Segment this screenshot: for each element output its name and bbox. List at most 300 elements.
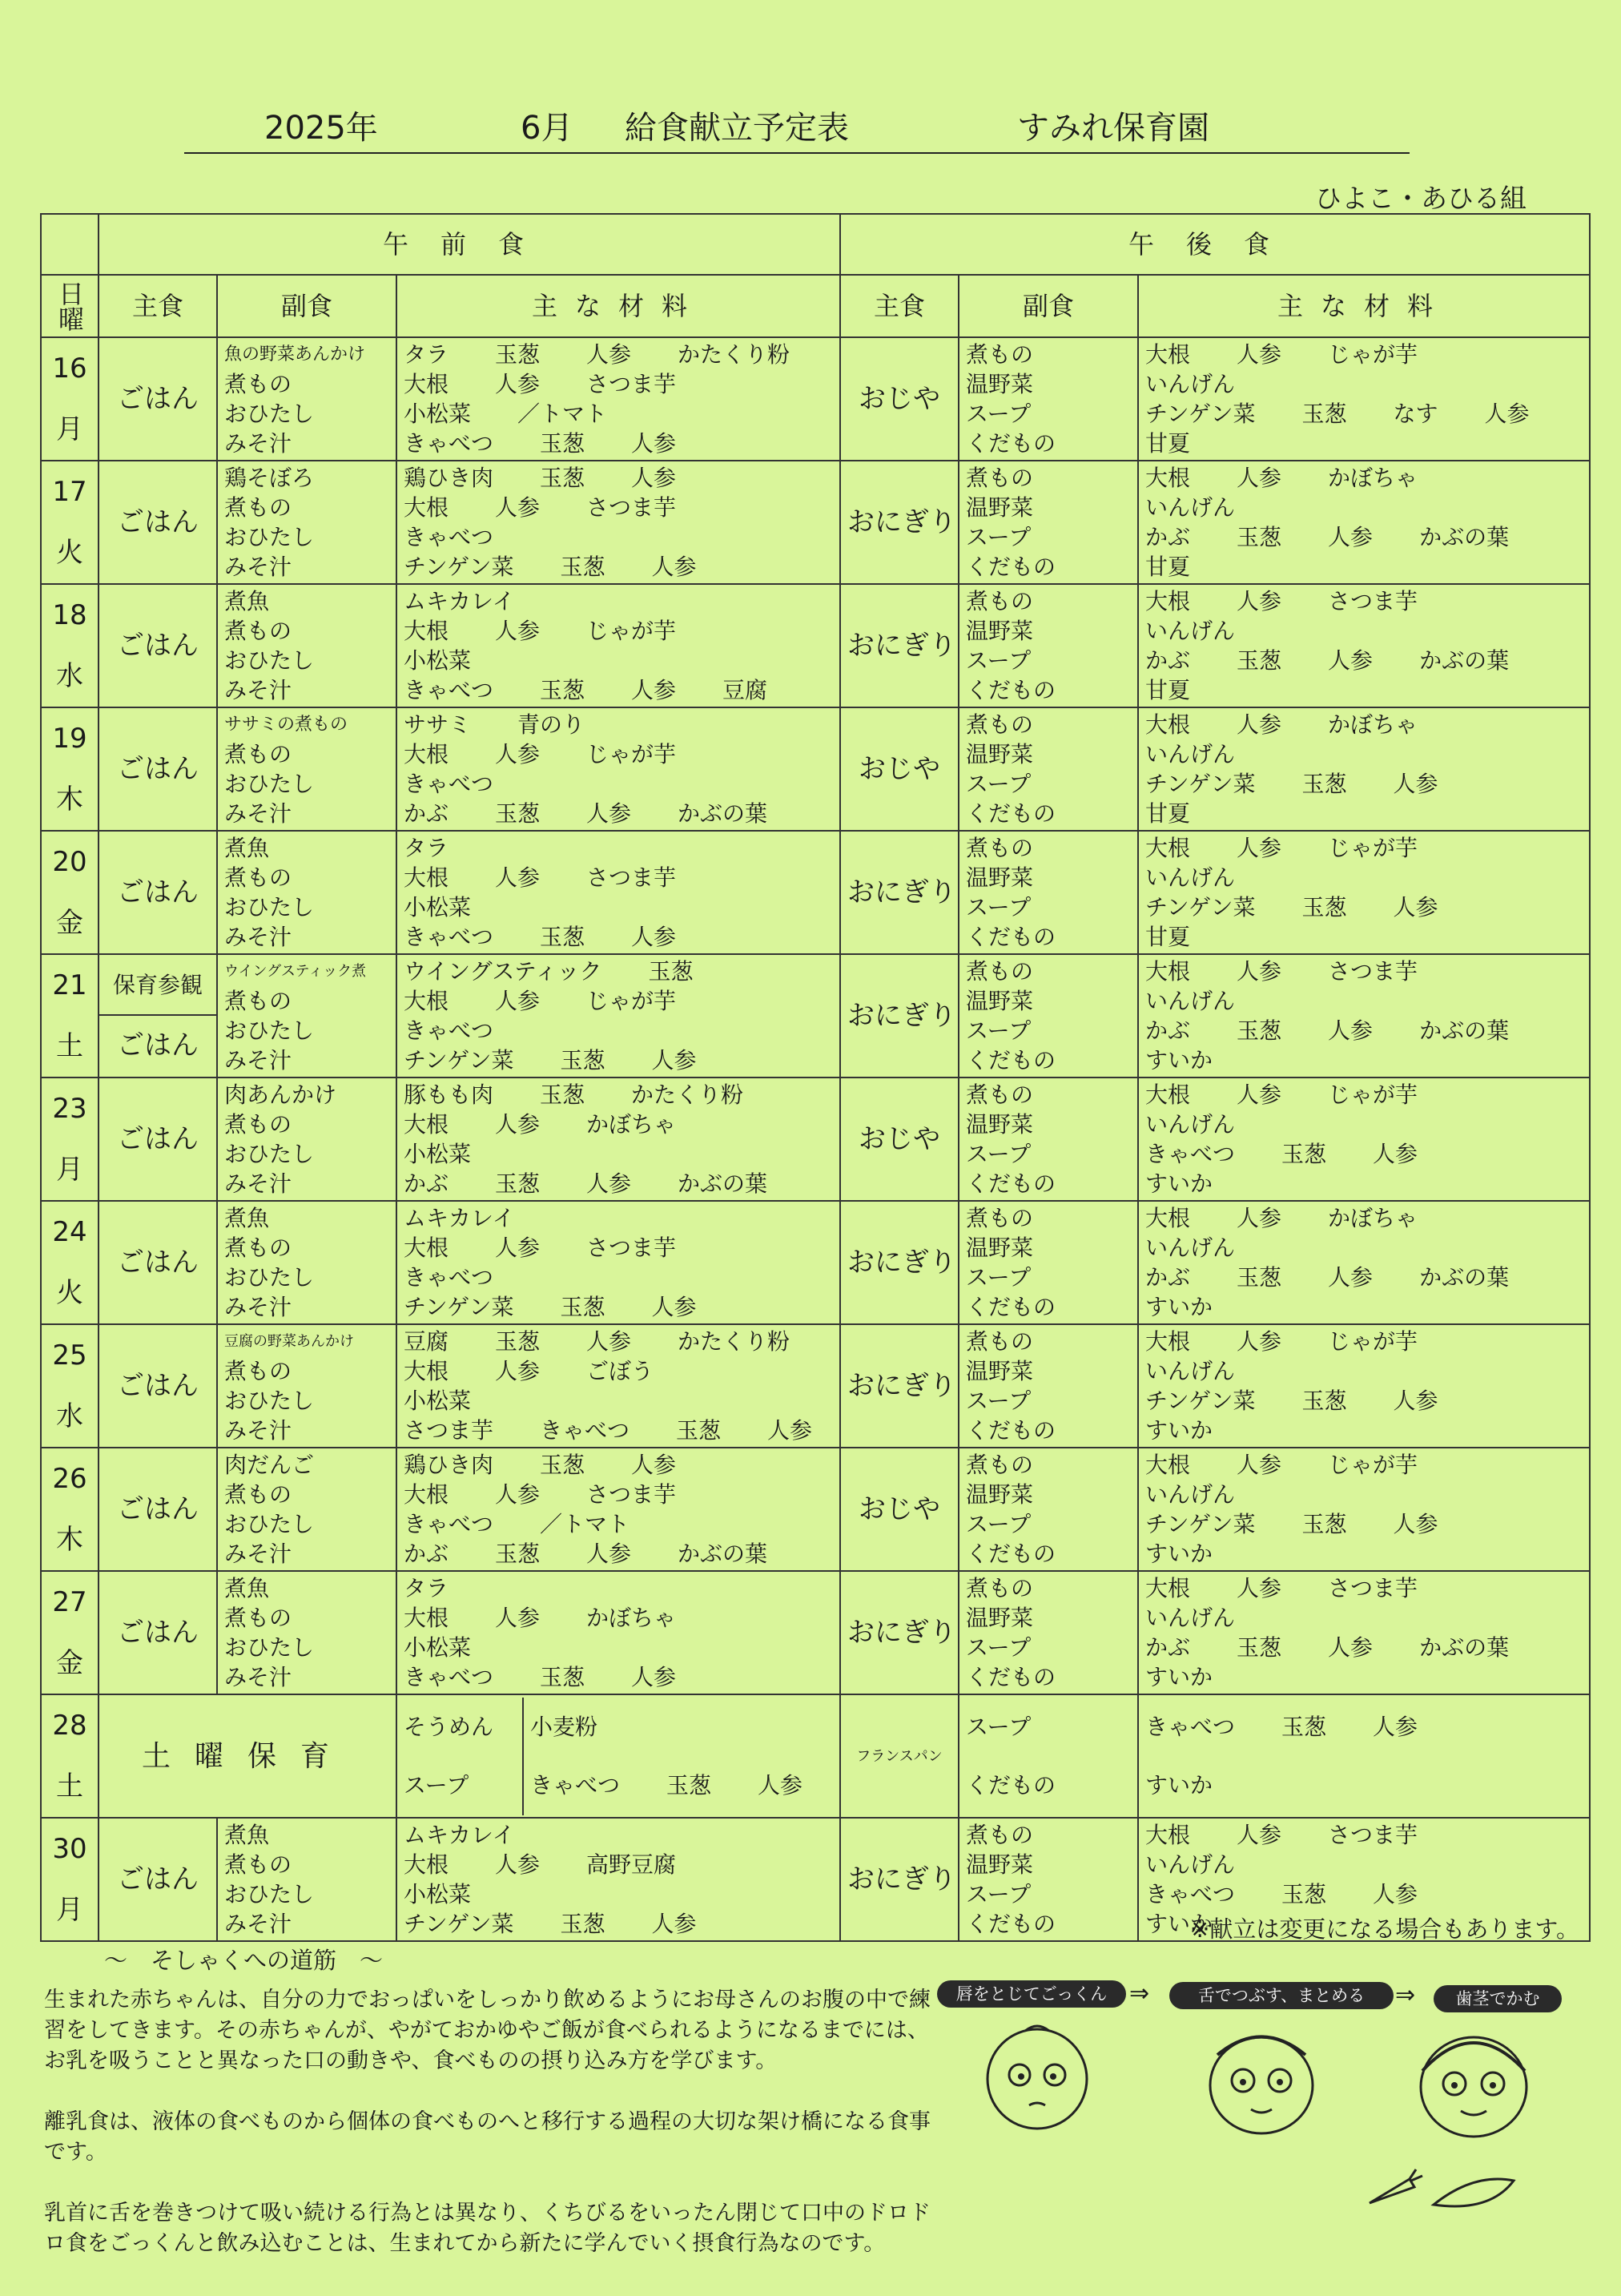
- am-side-item: みそ汁: [224, 430, 292, 457]
- child-face-icon: [1410, 2023, 1538, 2143]
- ingredient: 大根: [1145, 1822, 1191, 1848]
- am-ingredients-line: [404, 1016, 833, 1045]
- ingredient: 人参: [495, 1605, 541, 1631]
- am-side-item: 煮もの: [224, 741, 292, 767]
- date-cell: [41, 584, 99, 707]
- ingredient: さつま芋: [586, 1235, 677, 1261]
- ingredient: 玉葱: [540, 465, 585, 491]
- am-staple-cell: ごはん: [99, 461, 217, 584]
- ingredient: チンゲン菜: [1145, 771, 1256, 797]
- pm-ingredients-cell: [1138, 1078, 1590, 1201]
- ingredient: 大根: [1145, 1452, 1191, 1478]
- ingredient: 人参: [1393, 771, 1438, 797]
- am-side-item: みそ汁: [224, 1664, 292, 1690]
- ingredient: 人参: [586, 1541, 632, 1567]
- date-cell: [41, 1818, 99, 1941]
- date-cell: [41, 461, 99, 584]
- am-side-item: みそ汁: [224, 1417, 292, 1444]
- am-ingredients-cell: [396, 1324, 840, 1448]
- ingredient: チンゲン菜: [404, 1294, 514, 1320]
- am-staple-cell: ごはん: [99, 831, 217, 954]
- ingredient: 大根: [1145, 1082, 1191, 1108]
- ingredient: ／トマト: [517, 401, 608, 427]
- date-number: 27: [52, 1586, 87, 1618]
- am-staple-cell: ごはん: [99, 1324, 217, 1448]
- pm-staple-cell: フランスパン: [840, 1694, 959, 1818]
- ingredient: 大根: [404, 618, 449, 644]
- am-side-item: 煮もの: [224, 1851, 292, 1878]
- ingredient: 玉葱: [1281, 1713, 1327, 1740]
- ingredient: 甘夏: [1145, 554, 1191, 580]
- ingredient: きゃべつ: [540, 1417, 630, 1444]
- am-side-cell: [217, 461, 396, 584]
- am-ingredients-line: [404, 1450, 833, 1480]
- am-side-item: 鶏そぼろ: [224, 465, 315, 491]
- am-ingredients-line: [404, 1292, 833, 1322]
- pm-side-item: 温野菜: [966, 1111, 1034, 1138]
- pm-side-item: スープ: [966, 401, 1032, 427]
- am-ingredients-line: [404, 799, 833, 828]
- day-column-header: [41, 275, 99, 337]
- am-side-item: おひたし: [224, 1634, 315, 1661]
- am-ingredients-line: [404, 1416, 833, 1445]
- am-side-item: おひたし: [224, 894, 315, 920]
- weekday: 木: [56, 783, 83, 816]
- ingredient: かぶ: [1145, 1264, 1191, 1291]
- ingredient: タラ: [404, 1575, 449, 1601]
- table-row: [41, 461, 1590, 584]
- pm-side-item: 温野菜: [966, 988, 1034, 1014]
- title-doc: 給食献立予定表: [625, 110, 849, 147]
- pm-side-item: くだもの: [966, 430, 1056, 457]
- ingredient: 玉葱: [540, 924, 585, 950]
- pm-ingredients-line: [1145, 1820, 1583, 1850]
- ingredient: 玉葱: [1301, 401, 1347, 427]
- ingredient: かぶの葉: [1419, 1017, 1510, 1044]
- pm-ingredients-cell: [1138, 337, 1590, 461]
- ingredient: 人参: [1237, 1328, 1282, 1355]
- am-side-cell: [217, 337, 396, 461]
- ingredient: 人参: [651, 1047, 697, 1073]
- ingredient: 玉葱: [495, 1170, 541, 1197]
- ingredient: 人参: [495, 371, 541, 397]
- ingredient: 小松菜: [404, 401, 472, 427]
- pm-ingredients-line: [1145, 1169, 1583, 1198]
- pm-ingredients-line: [1145, 1509, 1583, 1539]
- ingredient: 人参: [631, 1452, 677, 1478]
- ingredient: 大根: [404, 1481, 449, 1508]
- am-ingredients-line: [404, 1480, 833, 1509]
- ingredient: いんげん: [1145, 1605, 1236, 1631]
- ingredient: 大根: [1145, 958, 1191, 985]
- ingredient: 人参: [1373, 1881, 1418, 1907]
- ingredient: 人参: [1393, 1511, 1438, 1537]
- ingredient: 人参: [495, 494, 541, 521]
- pm-staple-cell: おにぎり: [840, 954, 959, 1078]
- am-side-cell: [217, 954, 396, 1078]
- am-ingredients-line: [404, 710, 833, 739]
- ingredient: 人参: [767, 1417, 813, 1444]
- pm-staple-cell: おじや: [840, 1448, 959, 1571]
- am-side-cell: [217, 831, 396, 954]
- ingredient: 玉葱: [1237, 647, 1282, 674]
- pm-ingredients-cell: [1138, 707, 1590, 831]
- ingredient: チンゲン菜: [404, 554, 514, 580]
- ingredient: きゃべつ: [404, 1511, 494, 1537]
- am-ingredients-line: [404, 892, 833, 922]
- ingredient: かたくり粉: [631, 1082, 744, 1108]
- ingredient: さつま芋: [586, 371, 677, 397]
- table-row: [41, 707, 1590, 831]
- am-side-cell: [217, 1818, 396, 1941]
- ingredient: 玉葱: [1281, 1881, 1327, 1907]
- pm-ingredients-line: [1145, 892, 1583, 922]
- pm-ingredients-line: [1145, 522, 1583, 552]
- date-number: 21: [52, 969, 87, 1001]
- am-ingredients-line: [404, 1080, 833, 1110]
- ingredient: 玉葱: [1281, 1141, 1327, 1167]
- pm-ingredients-line: [1145, 1450, 1583, 1480]
- ingredient: いんげん: [1145, 1358, 1236, 1384]
- ingredient: 人参: [1328, 647, 1374, 674]
- pm-ingredients-line: [1145, 1573, 1583, 1603]
- ingredient: いんげん: [1145, 1481, 1236, 1508]
- pm-ingredients-line: [1145, 957, 1583, 986]
- am-side-item: 煮魚: [224, 1575, 270, 1601]
- ingredient: かぶの葉: [678, 1541, 768, 1567]
- pm-side-cell: [959, 461, 1138, 584]
- pm-side-item: くだもの: [966, 1170, 1056, 1197]
- ingredient: 豚もも肉: [404, 1082, 494, 1108]
- ingredient: さつま芋: [1328, 958, 1418, 985]
- am-side-item: みそ汁: [224, 1541, 292, 1567]
- am-side-item: みそ汁: [224, 1170, 292, 1197]
- am-ingredients-cell: [396, 954, 840, 1078]
- ingredient: 人参: [495, 741, 541, 767]
- pm-side-item: 煮もの: [966, 588, 1034, 614]
- am-side-item: 肉だんご: [224, 1452, 315, 1478]
- saturday-dishes-cell: [396, 1694, 840, 1818]
- ingredient: すいか: [1145, 1170, 1213, 1197]
- weekday: 月: [56, 1894, 83, 1926]
- saturday-dish-2: スープ: [404, 1772, 469, 1799]
- ingredient: 人参: [631, 1664, 677, 1690]
- ingredient: 玉葱: [560, 1047, 605, 1073]
- am-ingredients-cell: [396, 831, 840, 954]
- ingredient: 人参: [1373, 1713, 1418, 1740]
- ingredient: タラ: [404, 341, 449, 368]
- ingredient: じゃが芋: [1328, 1328, 1418, 1355]
- am-side-item: 肉あんかけ: [224, 1082, 337, 1108]
- ingredient: 玉葱: [1237, 1264, 1282, 1291]
- ingredient: 高野豆腐: [586, 1851, 677, 1878]
- stage-3-label: 歯茎でかむ: [1434, 1985, 1562, 2012]
- ingredient: じゃが芋: [1328, 1452, 1418, 1478]
- ingredient: 豆腐: [722, 677, 768, 703]
- weekday: 火: [56, 1277, 83, 1309]
- pm-side-header: 副食: [959, 275, 1138, 337]
- ingredient: いんげん: [1145, 741, 1236, 767]
- ingredient: いんげん: [1145, 618, 1236, 644]
- ingredient: 玉葱: [1301, 894, 1347, 920]
- table-row: [41, 1571, 1590, 1694]
- ingredient: かぶ: [1145, 1017, 1191, 1044]
- pm-side-item: スープ: [966, 1017, 1032, 1044]
- date-cell: [41, 1078, 99, 1201]
- am-side-cell: [217, 1078, 396, 1201]
- pm-ingredients-line: [1145, 646, 1583, 675]
- essay-body: [44, 1985, 941, 2290]
- am-ingredients-line: [404, 552, 833, 582]
- am-ingredients-line: [404, 1662, 833, 1692]
- am-side-item: 煮もの: [224, 988, 292, 1014]
- pm-side-cell: [959, 1571, 1138, 1694]
- ingredient: 人参: [631, 924, 677, 950]
- pm-ingredients-cell: [1138, 1571, 1590, 1694]
- pm-ingredients-cell: [1138, 1324, 1590, 1448]
- pm-ingredients-cell: [1138, 1448, 1590, 1571]
- ingredient: すいか: [1145, 1417, 1213, 1444]
- pm-side-item: 煮もの: [966, 1082, 1034, 1108]
- pm-staple-cell: おじや: [840, 707, 959, 831]
- am-ingredients-line: [404, 769, 833, 799]
- pm-side-item: スープ: [966, 1713, 1032, 1740]
- weekday: 土: [56, 1770, 83, 1803]
- pm-staple-cell: おにぎり: [840, 1324, 959, 1448]
- pm-ingredients-line: [1145, 1292, 1583, 1322]
- am-staple-header: 主食: [99, 275, 217, 337]
- ingredient: 玉葱: [648, 958, 694, 985]
- ingredient: 大根: [404, 1851, 449, 1878]
- ingredient: さつま芋: [586, 494, 677, 521]
- am-side-item: おひたし: [224, 647, 315, 674]
- pm-side-item: 温野菜: [966, 1235, 1034, 1261]
- pm-side-cell: [959, 337, 1138, 461]
- ingredient: 人参: [1237, 711, 1282, 738]
- title-month: 6月: [521, 110, 573, 147]
- am-ingredients-cell: [396, 1448, 840, 1571]
- pm-side-item: スープ: [966, 1511, 1032, 1537]
- ingredient: じゃが芋: [1328, 341, 1418, 368]
- title-nursery: すみれ保育園: [1017, 110, 1209, 147]
- am-ingredients-line: [404, 833, 833, 863]
- ingredient: 大根: [1145, 835, 1191, 861]
- pm-ingredients-line: [1145, 1016, 1583, 1045]
- ingredient: すいか: [1145, 1047, 1213, 1073]
- pm-ingredients-line: [1145, 552, 1583, 582]
- date-cell: [41, 954, 99, 1078]
- weekday: 土: [56, 1030, 83, 1062]
- ingredient: かたくり粉: [678, 1328, 790, 1355]
- ingredient: 大根: [404, 1111, 449, 1138]
- pm-side-item: 温野菜: [966, 371, 1034, 397]
- pm-section-header: 午後食: [840, 214, 1590, 275]
- page-title: [184, 104, 1410, 154]
- arrow-icon: ⇒: [1129, 1980, 1150, 2008]
- pm-staple-cell: おにぎり: [840, 1201, 959, 1324]
- ingredient: チンゲン菜: [1145, 401, 1256, 427]
- ingredient: ウイングスティック: [404, 958, 602, 985]
- pm-side-item: くだもの: [966, 677, 1056, 703]
- am-ingredients-line: [404, 1909, 833, 1939]
- ingredient: 大根: [404, 1358, 449, 1384]
- am-side-item: おひたし: [224, 1881, 315, 1907]
- pm-side-item: 温野菜: [966, 1605, 1034, 1631]
- ingredient: すいか: [1145, 1294, 1213, 1320]
- pm-side-item: 温野菜: [966, 1851, 1034, 1878]
- pm-ingredients-line: [1145, 1080, 1583, 1110]
- ingredient: 人参: [1484, 401, 1530, 427]
- am-ingredients-line: [404, 1233, 833, 1263]
- ingredient: 甘夏: [1145, 800, 1191, 827]
- pm-ingredients-line: [1145, 1327, 1583, 1356]
- pm-side-item: 煮もの: [966, 1575, 1034, 1601]
- weekday: 水: [56, 660, 83, 692]
- date-cell: [41, 1448, 99, 1571]
- pm-side-item: 温野菜: [966, 494, 1034, 521]
- ingredient: 玉葱: [540, 1452, 585, 1478]
- date-number: 26: [52, 1463, 87, 1495]
- am-side-item: 煮もの: [224, 1235, 292, 1261]
- ingredient: チンゲン菜: [1145, 1511, 1256, 1537]
- ingredient: かぶの葉: [678, 1170, 768, 1197]
- am-ingredients-line: [404, 1263, 833, 1292]
- am-ingredients-line: [404, 463, 833, 493]
- ingredient: きゃべつ: [404, 1664, 494, 1690]
- ingredient: 人参: [495, 1851, 541, 1878]
- pm-side-item: スープ: [966, 524, 1032, 550]
- ingredient: 玉葱: [540, 1082, 585, 1108]
- am-ingredients-line: [404, 586, 833, 616]
- ingredient: ムキカレイ: [404, 1822, 515, 1848]
- ingredient: 玉葱: [1301, 771, 1347, 797]
- table-row: [41, 1448, 1590, 1571]
- am-ingredients-header: 主な材料: [396, 275, 840, 337]
- ingredient: いんげん: [1145, 1111, 1236, 1138]
- ingredient: 人参: [1237, 958, 1282, 985]
- pm-ingredients-line: [1145, 1139, 1583, 1169]
- date-cell: [41, 1694, 99, 1818]
- ingredient: 人参: [1237, 1082, 1282, 1108]
- pm-side-cell: [959, 831, 1138, 954]
- am-side-item: 煮もの: [224, 1605, 292, 1631]
- ingredient: じゃが芋: [586, 741, 677, 767]
- ingredient: さつま芋: [586, 1481, 677, 1508]
- ingredient: じゃが芋: [1328, 835, 1418, 861]
- ingredient: 甘夏: [1145, 924, 1191, 950]
- ingredient: 大根: [1145, 341, 1191, 368]
- ingredient: かぶの葉: [1419, 1634, 1510, 1661]
- essay-paragraph-3: 乳首に舌を巻きつけて吸い続ける行為とは異なり、くちびるをいったん閉じて口中のドロドロ食をごっくんと飲み込むことは、生まれてから新たに学んでいく摂食行為なのです。: [44, 2201, 931, 2256]
- pm-staple-cell: おじや: [840, 337, 959, 461]
- ingredient: 大根: [404, 1605, 449, 1631]
- pm-ingredients-line: [1145, 586, 1583, 616]
- ingredient: すいか: [1145, 1541, 1213, 1567]
- ingredient: かぶの葉: [1419, 647, 1510, 674]
- pm-side-item: 煮もの: [966, 1822, 1034, 1848]
- ingredient: きゃべつ: [404, 924, 494, 950]
- pm-ingredients-line: [1145, 399, 1583, 429]
- ingredient: 人参: [1237, 341, 1282, 368]
- pm-staple-cell: おじや: [840, 1078, 959, 1201]
- am-ingredients-line: [404, 1139, 833, 1169]
- group-label: ひよこ・あひる組: [1315, 183, 1526, 214]
- am-staple-cell: ごはん: [99, 1448, 217, 1571]
- pm-ingredients-line: [1145, 1712, 1583, 1742]
- ingredient: すいか: [1145, 1664, 1213, 1690]
- ingredient: チンゲン菜: [404, 1911, 514, 1937]
- ingredient: じゃが芋: [1328, 1082, 1418, 1108]
- pm-ingredients-line: [1145, 1356, 1583, 1386]
- ingredient: さつま芋: [586, 864, 677, 891]
- am-ingredients-line: [404, 1045, 833, 1075]
- ingredient: 大根: [404, 741, 449, 767]
- am-side-item: みそ汁: [224, 1047, 292, 1073]
- am-side-item: 魚の野菜あんかけ: [224, 344, 366, 365]
- pm-side-item: くだもの: [966, 1294, 1056, 1320]
- date-cell: [41, 831, 99, 954]
- essay-paragraph-2: 離乳食は、液体の食べものから個体の食べものへと移行する過程の大切な架け橋になる食事です。: [44, 2109, 931, 2165]
- ingredient: 玉葱: [495, 341, 541, 368]
- pm-ingredients-line: [1145, 1263, 1583, 1292]
- pm-side-item: くだもの: [966, 1772, 1056, 1799]
- ingredient: 小松菜: [404, 1881, 472, 1907]
- am-ingredients-line: [404, 1169, 833, 1198]
- ingredient: 大根: [1145, 465, 1191, 491]
- ingredient: 玉葱: [1301, 1511, 1347, 1537]
- ingredient: 小松菜: [404, 647, 472, 674]
- am-side-cell: [217, 1324, 396, 1448]
- ingredient: 人参: [586, 1170, 632, 1197]
- pm-side-item: 煮もの: [966, 1205, 1034, 1231]
- pm-ingredients-line: [1145, 675, 1583, 705]
- am-side-item: 煮もの: [224, 1111, 292, 1138]
- am-staple-cell: ごはん: [99, 707, 217, 831]
- pm-side-cell: [959, 1448, 1138, 1571]
- ingredient: タラ: [404, 835, 449, 861]
- saturday-dish-ingredients: [524, 1698, 839, 1815]
- am-staple-cell: ごはん: [99, 1571, 217, 1694]
- ingredient: 玉葱: [560, 554, 605, 580]
- pm-side-item: 温野菜: [966, 741, 1034, 767]
- corner-cell: [41, 214, 99, 275]
- pm-side-item: 温野菜: [966, 864, 1034, 891]
- pm-ingredients-line: [1145, 833, 1583, 863]
- ingredient: 玉葱: [495, 1328, 541, 1355]
- ingredient: さつま芋: [404, 1417, 494, 1444]
- change-note: ※献立は変更になる場合もあります。: [1190, 1915, 1579, 1943]
- ingredient: 玉葱: [1237, 1017, 1282, 1044]
- pm-side-item: 温野菜: [966, 618, 1034, 644]
- ingredient: 人参: [586, 1328, 632, 1355]
- date-cell: [41, 1324, 99, 1448]
- pm-ingredients-header: 主な材料: [1138, 275, 1590, 337]
- ingredient: じゃが芋: [586, 618, 677, 644]
- pm-side-item: 煮もの: [966, 341, 1034, 368]
- pm-side-cell: [959, 954, 1138, 1078]
- ingredient: 玉葱: [1237, 1634, 1282, 1661]
- ingredient: いんげん: [1145, 1235, 1236, 1261]
- saturday-dish-names: [397, 1698, 524, 1815]
- am-side-item: 煮もの: [224, 1358, 292, 1384]
- ingredient: 大根: [1145, 1205, 1191, 1231]
- ingredient: 青のり: [517, 711, 585, 738]
- pm-ingredients-line: [1145, 922, 1583, 952]
- date-cell: [41, 1571, 99, 1694]
- am-ingredients-line: [404, 1573, 833, 1603]
- am-staple-cell: ごはん: [99, 337, 217, 461]
- pm-ingredients-line: [1145, 863, 1583, 892]
